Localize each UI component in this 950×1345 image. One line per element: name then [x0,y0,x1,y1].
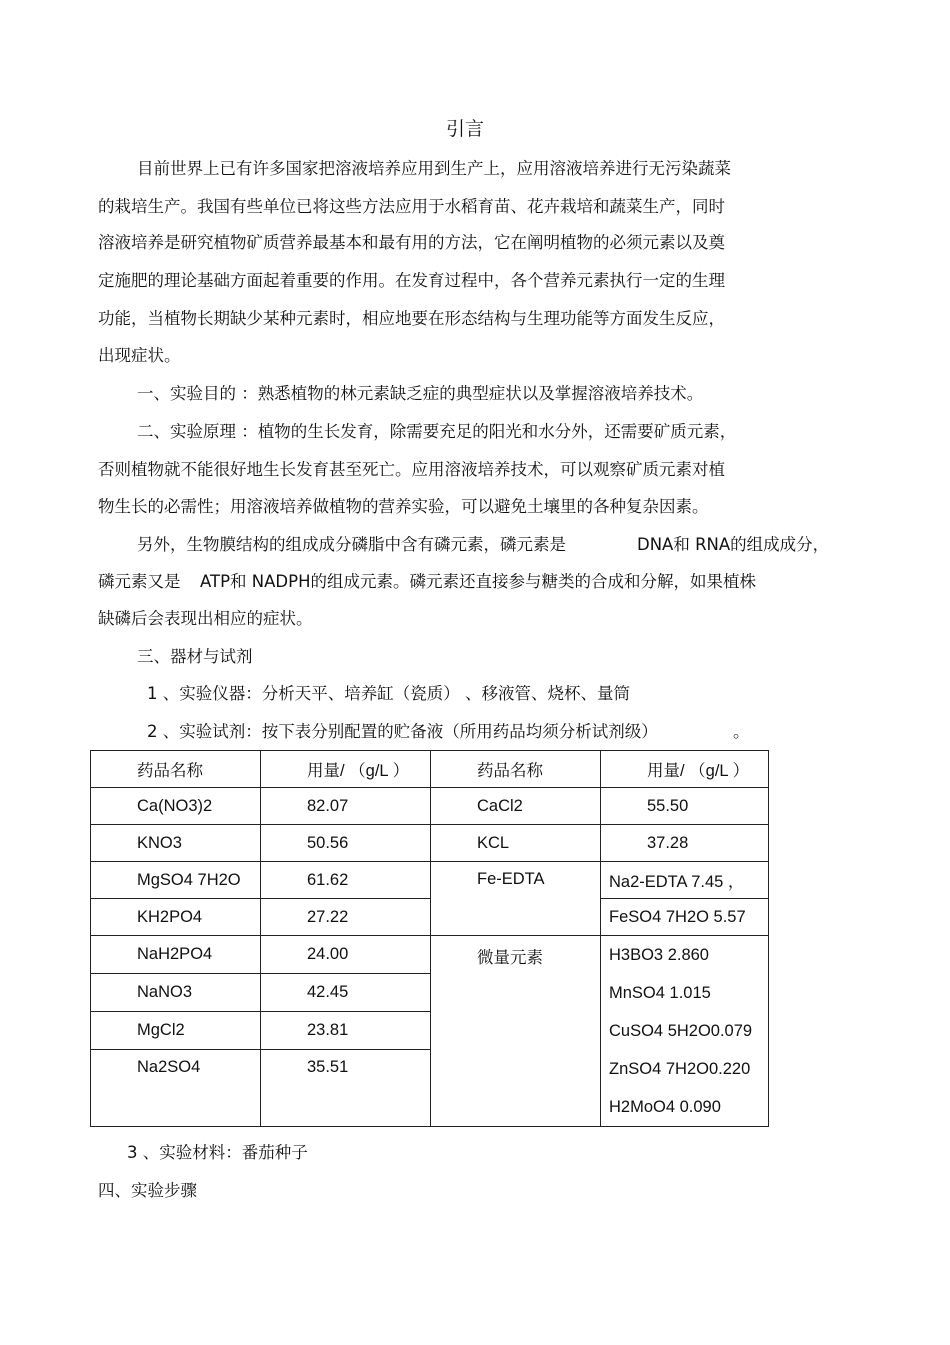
trace-item: H2MoO4 0.090 [609,1098,721,1116]
reagents-intro-line: 2 、实验试剂：按下表分别配置的贮备液（所用药品均须分析试剂级） [147,722,658,741]
phosphorus-line-1a: 另外，生物膜结构的组成成分磷脂中含有磷元素，磷元素是 [137,535,566,554]
table-cell: 42.45 [261,973,431,1011]
table-row [91,936,769,974]
table-cell: 23.81 [261,1011,431,1049]
phosphorus-line-3: 缺磷后会表现出相应的症状。 [98,609,313,628]
table-cell: 37.28 [601,825,769,862]
table-row [91,862,769,899]
header-dosage: 用量/ （g/L ） [261,751,431,788]
purpose-line: 一、实验目的 ：熟悉植物的林元素缺乏症的典型症状以及掌握溶液培养技术。 [137,384,704,403]
intro-line-5: 功能，当植物长期缺少某种元素时，相应地要在形态结构与生理功能等方面发生反应， [98,309,725,328]
table-cell: FeSO4 7H2O 5.57 [601,899,769,936]
intro-line-3: 溶液培养是研究植物矿质营养最基本和最有用的方法，它在阐明植物的必须元素以及奠 [98,233,725,252]
table-cell: 61.62 [261,862,431,899]
table-header-row [91,751,769,788]
intro-line-1: 目前世界上已有许多国家把溶液培养应用到生产上，应用溶液培养进行无污染蔬菜 [137,159,731,178]
principle-line-2: 否则植物就不能很好地生长发育甚至死亡。应用溶液培养技术，可以观察矿质元素对植 [98,460,725,479]
table-cell: Ca(NO3)2 [91,788,261,825]
table-row [91,825,769,862]
table-row [91,788,769,825]
instruments-line: 1 、实验仪器：分析天平、培养缸（瓷质） 、移液管、烧杯、量筒 [147,684,630,703]
header-dosage-2: 用量/ （g/L ） [601,751,769,788]
trace-item: MnSO4 1.015 [609,984,711,1002]
reagents-intro-period: 。 [733,722,750,741]
table-cell: Na2-EDTA 7.45 ， [601,862,769,899]
section-4-heading: 四、实验步骤 [98,1181,197,1200]
intro-line-2: 的栽培生产。我国有些单位已将这些方法应用于水稻育苗、花卉栽培和蔬菜生产，同时 [98,197,725,216]
table-cell: MgCl2 [91,1011,261,1049]
table-cell: Fe-EDTA [431,862,601,936]
phosphorus-line-2a: 磷元素又是 [98,572,181,591]
table-cell: KH2PO4 [91,899,261,936]
table-cell: KCL [431,825,601,862]
phosphorus-line-1b: DNA和 RNA的组成成分， [637,535,830,554]
intro-line-4: 定施肥的理论基础方面起着重要的作用。在发育过程中，各个营养元素执行一定的生理 [98,271,725,290]
principle-line-1: 二、实验原理 ：植物的生长发育，除需要充足的阳光和水分外，还需要矿质元素， [137,422,737,441]
intro-line-6: 出现症状。 [98,346,181,365]
table-cell: NaH2PO4 [91,936,261,974]
trace-element-cell [601,936,769,1127]
table-cell: 微量元素 [431,936,601,1127]
section-3-heading: 三、器材与试剂 [137,647,253,666]
table-cell: MgSO4 7H2O [91,862,261,899]
page-title: 引言 [445,118,484,140]
principle-line-3: 物生长的必需性；用溶液培养做植物的营养实验，可以避免土壤里的各种复杂因素。 [98,497,709,516]
trace-item: ZnSO4 7H2O0.220 [609,1060,751,1078]
materials-line: 3 、实验材料：番茄种子 [127,1143,308,1162]
phosphorus-line-2b: ATP和 NADPH的组成元素。磷元素还直接参与糖类的合成和分解，如果植株 [200,572,756,591]
table-cell: KNO3 [91,825,261,862]
reagent-table [90,750,769,1127]
table-cell: 82.07 [261,788,431,825]
header-reagent-name: 药品名称 [91,751,261,788]
table-cell: CaCl2 [431,788,601,825]
table-cell: 50.56 [261,825,431,862]
table-row [91,899,769,936]
trace-item: CuSO4 5H2O0.079 [609,1022,753,1040]
table-cell: NaNO3 [91,973,261,1011]
table-cell: 24.00 [261,936,431,974]
table-cell: 55.50 [601,788,769,825]
table-cell: Na2SO4 [91,1049,261,1126]
header-reagent-name-2: 药品名称 [431,751,601,788]
table-cell: 27.22 [261,899,431,936]
table-cell: 35.51 [261,1049,431,1126]
trace-item: H3BO3 2.860 [609,946,709,964]
